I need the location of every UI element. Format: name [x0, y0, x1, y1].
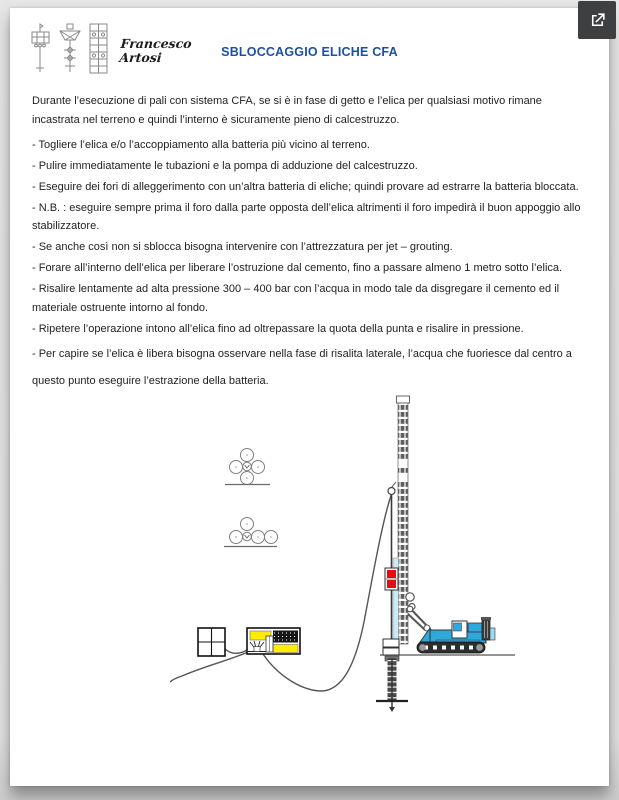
- document-page: [10, 8, 609, 786]
- drill-string-below-ground: [376, 656, 408, 712]
- bullet-line: - Forare all’interno dell’elica per liberare l’ostruzione dal cemento, fino a passare almeno 1 metro sotto l’elica.: [32, 262, 563, 275]
- jet-grouting-pump-unit: [247, 628, 300, 654]
- logo-company-name: Francesco Artosi: [118, 36, 193, 66]
- swivel-icon: [388, 488, 395, 495]
- bullet-line: - Risalire lentamente ad alta pressione 300 – 400 bar con l’acqua in modo tale da disgregare il cemento ed il materiale ostruente intorno al fondo.: [32, 283, 560, 315]
- open-in-new-button[interactable]: [578, 1, 616, 39]
- bullet-line: - Eseguire dei fori di alleggerimento con un’altra batteria di eliche; quindi provare ad estrarre la batteria bloccata.: [32, 180, 579, 193]
- relief-holes-pattern-four-icon: [224, 518, 278, 547]
- intro-paragraph: Durante l’esecuzione di pali con sistema CFA, se si è in fase di getto e l’elica per qualsiasi motivo rimane incastrata nel terreno e quindi l’interno è sicuramente pieno di calcestruzzo.: [32, 95, 542, 126]
- cfa-drilling-rig-mast: [393, 396, 410, 644]
- crawler-base-machine: [417, 617, 495, 653]
- bullet-line: - Ripetere l’operazione intono all’elica fino ad oltrepassare la quota della punta e risalire in pressione.: [32, 322, 524, 335]
- jet-grouting-diagram: [170, 390, 530, 730]
- relief-holes-pattern-five-icon: [225, 449, 270, 485]
- water-tank: [198, 628, 225, 656]
- jet-grouting-head: [385, 568, 398, 590]
- document-header: [10, 8, 609, 92]
- open-in-new-icon: [588, 11, 607, 30]
- bullet-line: - N.B. : eseguire sempre prima il foro dalla parte opposta dell’elica altrimenti il foro impedirà il buon appoggio allo stabilizzatore.: [32, 201, 581, 233]
- bullet-line: - Se anche così non si sblocca bisogna intervenire con l’attrezzatura per jet – grouting.: [32, 241, 453, 254]
- document-body: [10, 92, 609, 395]
- high-pressure-hose: [170, 494, 392, 691]
- page-title: SBLOCCAGGIO ELICHE CFA: [221, 45, 398, 59]
- bullet-line: - Togliere l’elica e/o l’accoppiamento alla batteria più vicino al terreno.: [32, 138, 370, 151]
- mast-foot: [383, 639, 399, 655]
- bullet-line: - Pulire immediatamente le tubazioni e la pompa di adduzione del calcestruzzo.: [32, 159, 418, 172]
- bullet-line: - Per capire se l’elica è libera bisogna osservare nella fase di risalita laterale, l’acqua che fuoriesce dal centro a questo punto eseguire l’estrazione della batteria.: [32, 347, 572, 387]
- engine-grill-icon: [482, 619, 490, 640]
- pulley-icon: [406, 593, 414, 601]
